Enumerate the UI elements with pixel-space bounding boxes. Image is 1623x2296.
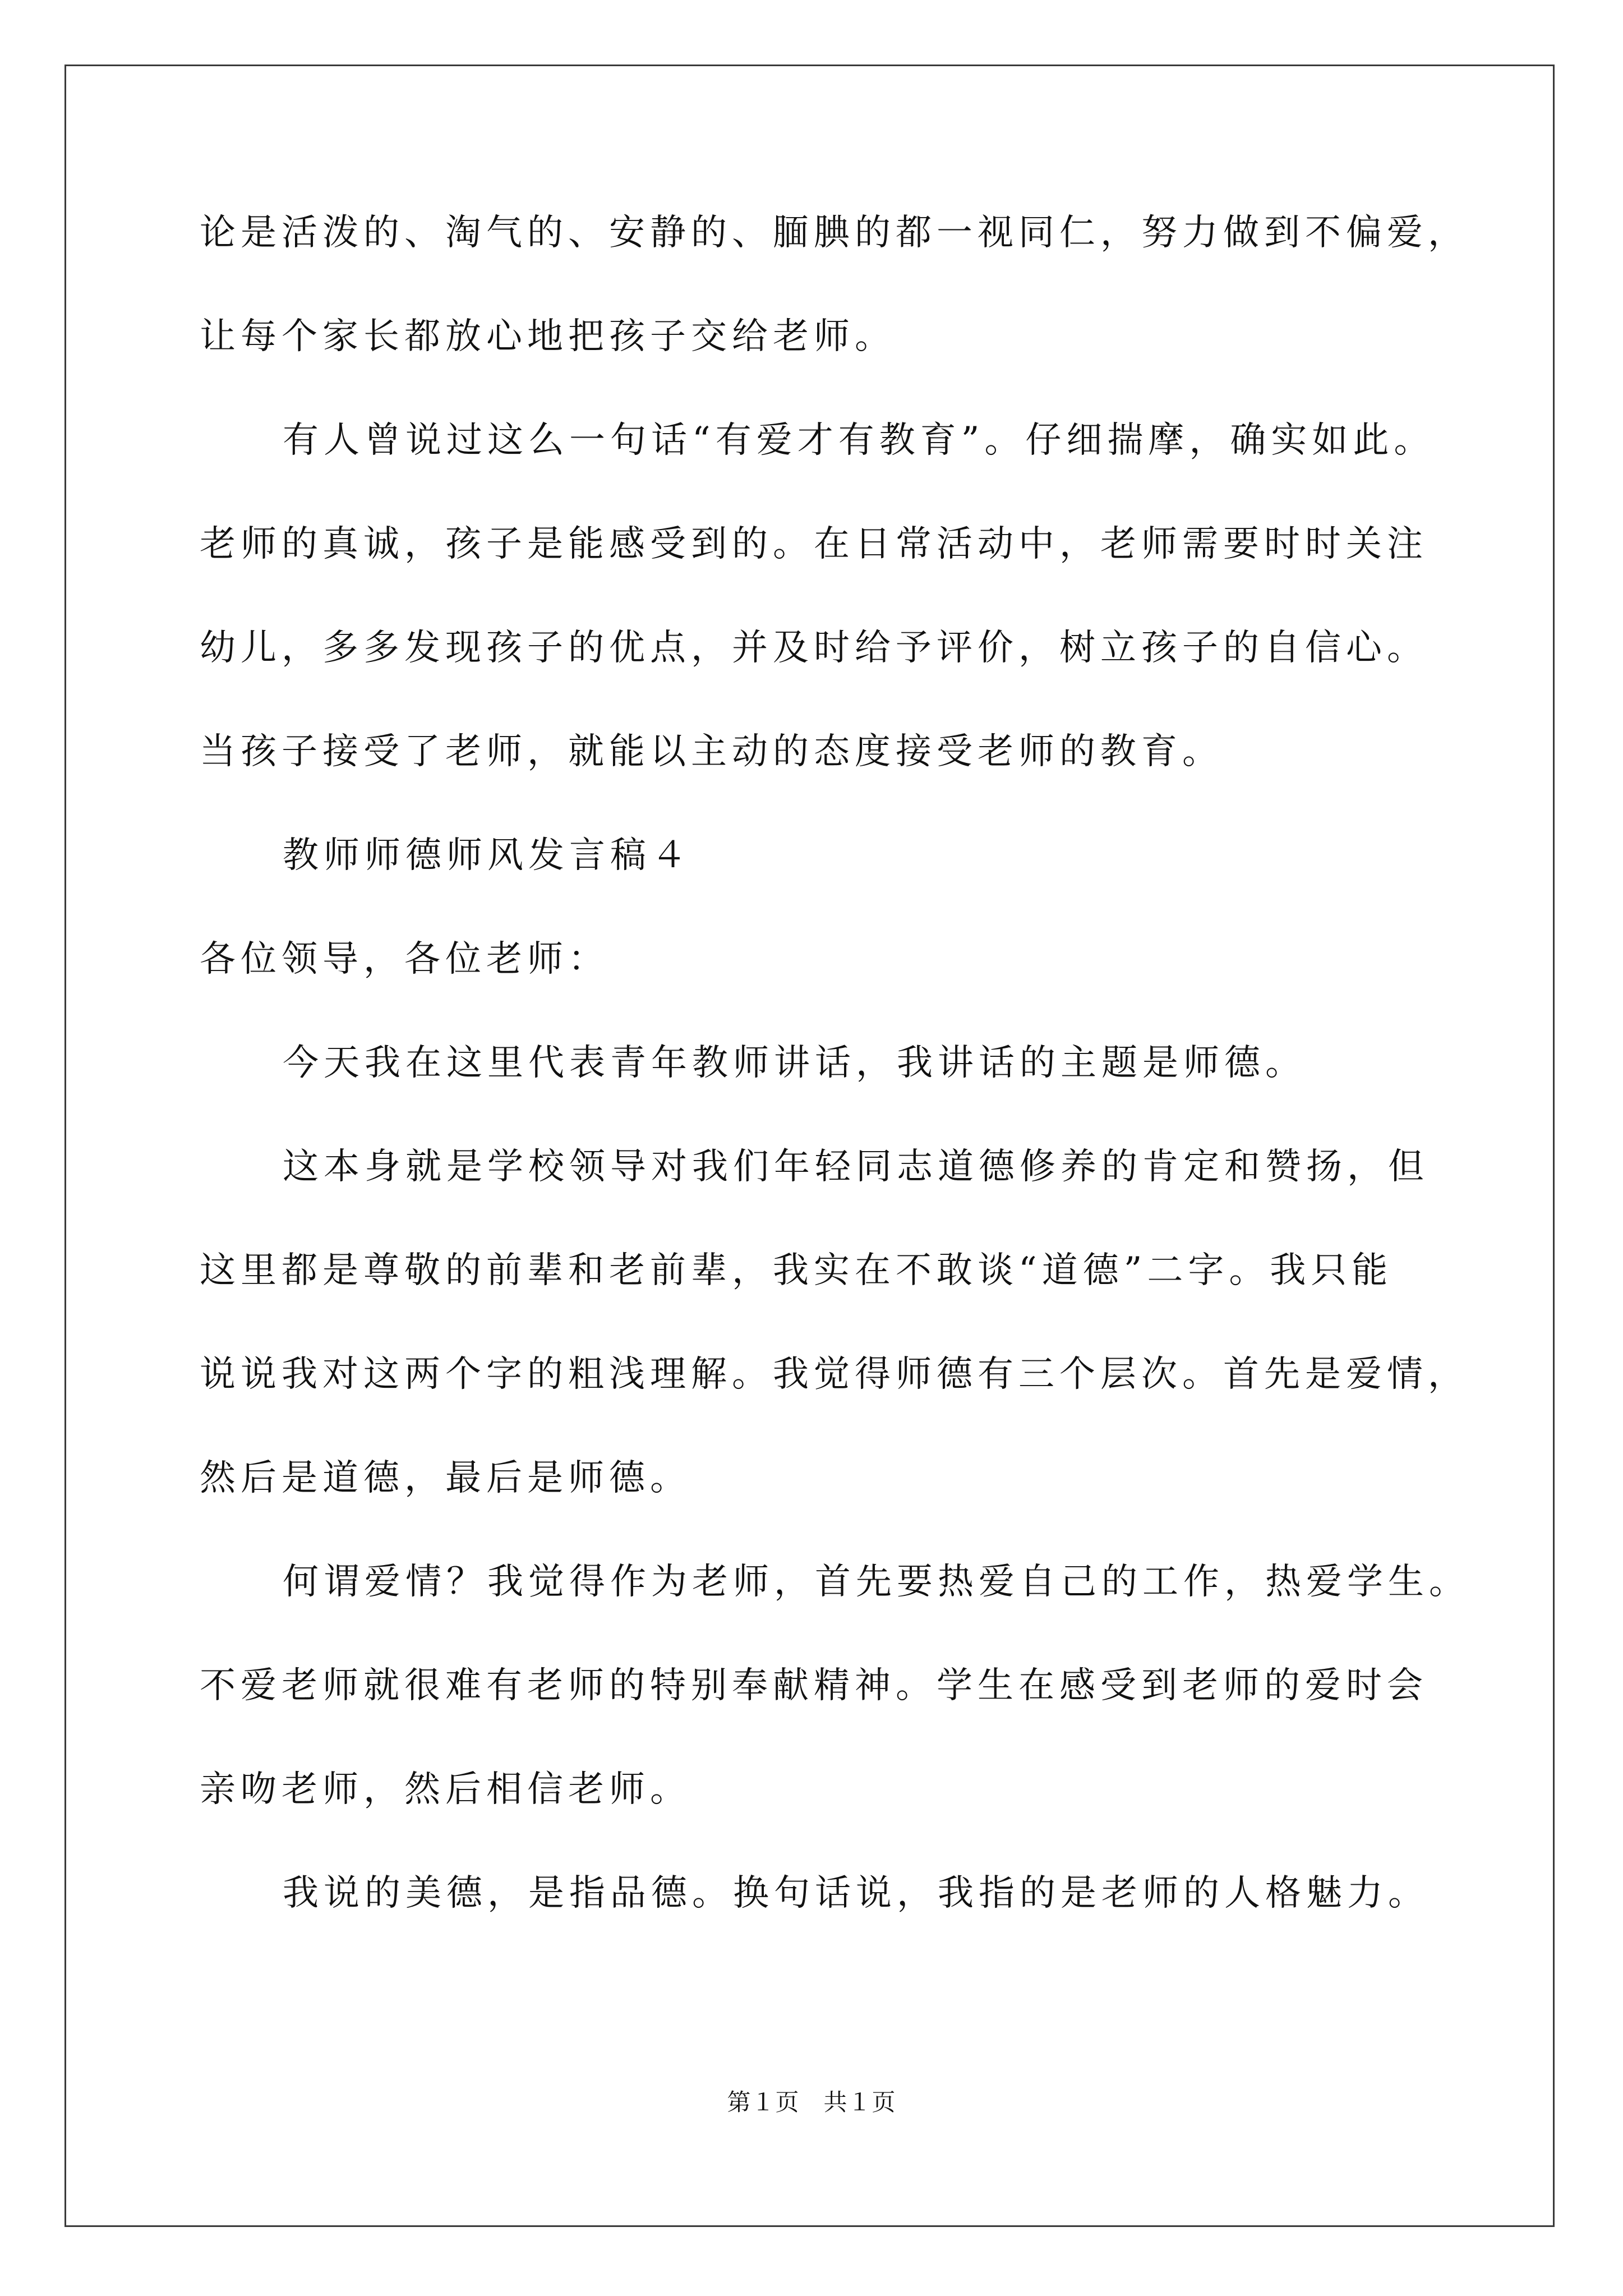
paragraph-line: 说说我对这两个字的粗浅理解。我觉得师德有三个层次。首先是爱情，	[200, 1354, 1469, 1395]
paragraph-line: 幼儿，多多发现孩子的优点，并及时给予评价，树立孩子的自信心。	[200, 627, 1428, 669]
paragraph-line: 这本身就是学校领导对我们年轻同志道德修养的肯定和赞扬，但	[283, 1146, 1429, 1188]
salutation: 各位领导，各位老师：	[200, 938, 609, 980]
paragraph-line: 老师的真诚，孩子是能感受到的。在日常活动中，老师需要时时关注	[200, 523, 1428, 565]
paragraph-line: 有人曾说过这么一句话“有爱才有教育”。仔细揣摩，确实如此。	[283, 420, 1435, 461]
paragraph-line: 亲吻老师，然后相信老师。	[200, 1769, 691, 1810]
paragraph-line: 今天我在这里代表青年教师讲话，我讲话的主题是师德。	[283, 1042, 1306, 1084]
paragraph-line: 让每个家长都放心地把孩子交给老师。	[200, 316, 896, 357]
paragraph-line: 论是活泼的、淘气的、安静的、腼腆的都一视同仁，努力做到不偏爱，	[200, 212, 1469, 254]
paragraph-line: 何谓爱情？我觉得作为老师，首先要热爱自己的工作，热爱学生。	[283, 1561, 1470, 1603]
paragraph-line: 我说的美德，是指品德。换句话说，我指的是老师的人格魅力。	[283, 1872, 1429, 1914]
page-number-footer: 第１页 共１页	[727, 2088, 896, 2116]
paragraph-line: 当孩子接受了老师，就能以主动的态度接受老师的教育。	[200, 731, 1223, 772]
paragraph-line: 然后是道德，最后是师德。	[200, 1457, 691, 1499]
section-title: 教师师德师风发言稿４	[283, 835, 692, 876]
paragraph-line: 不爱老师就很难有老师的特别奉献精神。学生在感受到老师的爱时会	[200, 1665, 1428, 1706]
paragraph-line: 这里都是尊敬的前辈和老前辈，我实在不敢谈“道德”二字。我只能	[200, 1250, 1393, 1291]
